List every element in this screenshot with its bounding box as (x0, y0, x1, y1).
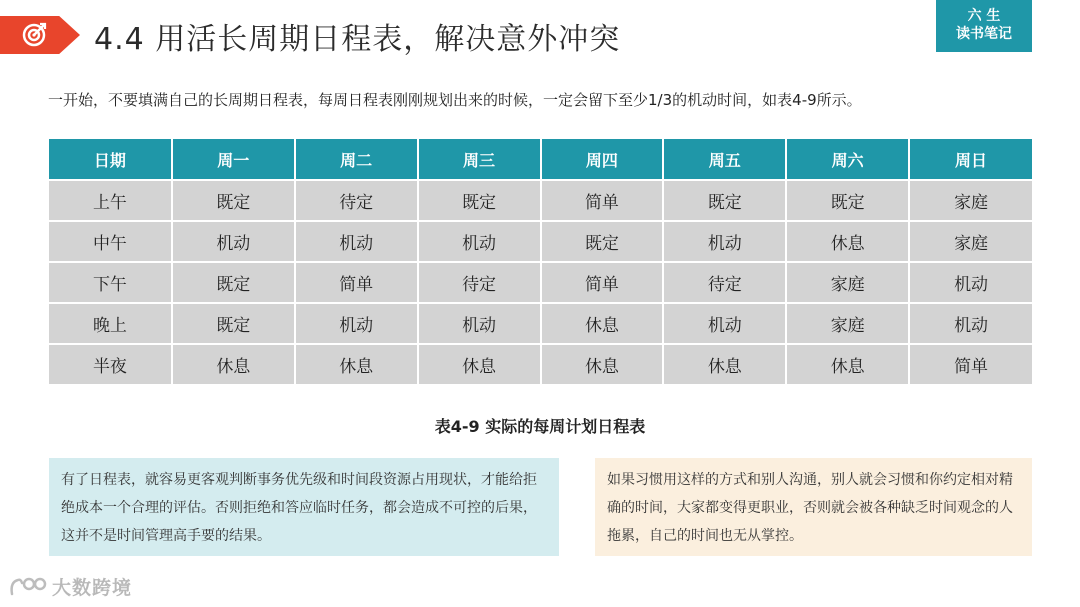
watermark (8, 571, 132, 601)
logo-icon (8, 574, 48, 598)
table-cell: 既定 (541, 221, 664, 262)
table-cell: 待定 (663, 262, 786, 303)
schedule-table (49, 139, 1032, 384)
table-cell: 中午 (49, 221, 172, 262)
table-cell: 家庭 (909, 180, 1032, 221)
table-cell: 休息 (786, 344, 909, 384)
table-cell: 机动 (172, 221, 295, 262)
table-cell: 晚上 (49, 303, 172, 344)
table-cell: 机动 (295, 221, 418, 262)
table-row (49, 221, 1032, 262)
table-cell: 上午 (49, 180, 172, 221)
table-row (49, 344, 1032, 384)
table-header-row (49, 139, 1032, 180)
table-cell: 机动 (663, 303, 786, 344)
table-cell: 家庭 (909, 221, 1032, 262)
table-cell: 下午 (49, 262, 172, 303)
table-cell: 待定 (418, 262, 541, 303)
table-cell: 简单 (909, 344, 1032, 384)
table-cell: 休息 (541, 303, 664, 344)
table-cell: 机动 (418, 221, 541, 262)
table-cell: 待定 (295, 180, 418, 221)
table-cell: 机动 (663, 221, 786, 262)
note-box-left: 有了日程表，就容易更客观判断事务优先级和时间段资源占用现状，才能给拒绝成本一个合理的评估。否则拒绝和答应临时任务，都会造成不可控的后果，这并不是时间管理高手要的结果。 (49, 458, 559, 556)
table-cell: 机动 (909, 303, 1032, 344)
brand-line-1: 六 生 (967, 8, 1001, 24)
table-cell: 机动 (418, 303, 541, 344)
table-cell: 简单 (541, 262, 664, 303)
section-badge (0, 16, 80, 54)
table-cell: 休息 (295, 344, 418, 384)
column-header: 周日 (909, 139, 1032, 180)
column-header: 周四 (541, 139, 664, 180)
table-cell: 家庭 (786, 303, 909, 344)
column-header: 日期 (49, 139, 172, 180)
table-cell: 简单 (541, 180, 664, 221)
intro-paragraph: 一开始，不要填满自己的长周期日程表，每周日程表刚刚规划出来的时候，一定会留下至少1/3的机动时间，如表4-9所示。 (48, 91, 862, 109)
header (0, 0, 1080, 68)
column-header: 周三 (418, 139, 541, 180)
watermark-text: 大数跨境 (52, 576, 133, 599)
table-cell: 既定 (418, 180, 541, 221)
table-cell: 半夜 (49, 344, 172, 384)
table-row (49, 262, 1032, 303)
table-cell: 既定 (786, 180, 909, 221)
column-header: 周一 (172, 139, 295, 180)
table-row (49, 303, 1032, 344)
column-header: 周二 (295, 139, 418, 180)
table-cell: 简单 (295, 262, 418, 303)
column-header: 周五 (663, 139, 786, 180)
table-cell: 休息 (786, 221, 909, 262)
table-cell: 既定 (172, 303, 295, 344)
table-cell: 休息 (172, 344, 295, 384)
brand-logo (936, 0, 1032, 52)
table-cell: 既定 (663, 180, 786, 221)
target-icon (20, 21, 48, 49)
table-row (49, 180, 1032, 221)
table-cell: 既定 (172, 180, 295, 221)
table-cell: 家庭 (786, 262, 909, 303)
brand-line-2: 读书笔记 (956, 26, 1012, 42)
table-cell: 机动 (909, 262, 1032, 303)
column-header: 周六 (786, 139, 909, 180)
page-title: 4.4 用活长周期日程表，解决意外冲突 (94, 22, 621, 57)
table-cell: 休息 (418, 344, 541, 384)
table-cell: 休息 (663, 344, 786, 384)
table-cell: 机动 (295, 303, 418, 344)
table-cell: 休息 (541, 344, 664, 384)
table-caption: 表4-9 实际的每周计划日程表 (434, 417, 646, 436)
note-box-right: 如果习惯用这样的方式和别人沟通，别人就会习惯和你约定相对精确的时间，大家都变得更职业，否则就会被各种缺乏时间观念的人拖累，自己的时间也无从掌控。 (595, 458, 1032, 556)
table-cell: 既定 (172, 262, 295, 303)
